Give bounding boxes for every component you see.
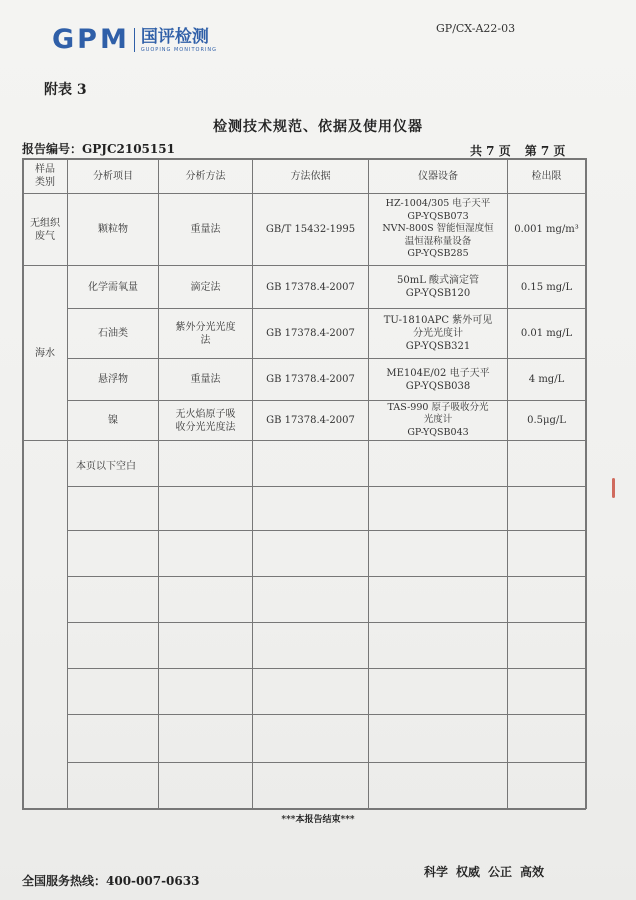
category-seawater: 海水 bbox=[35, 347, 55, 359]
table-row-limit: 0.15 mg/L bbox=[520, 281, 573, 293]
current-page: 第 7 页 bbox=[524, 144, 566, 158]
table-row-instrument: 50mL 酸式滴定管 GP-YQSB120 bbox=[396, 275, 480, 299]
table-row-method: 滴定法 bbox=[190, 281, 221, 293]
header-analysis-item: 分析项目 bbox=[93, 170, 133, 182]
header-instrument: 仪器设备 bbox=[418, 170, 458, 182]
table-row-method: 无火焰原子吸 收分光光度法 bbox=[175, 408, 236, 433]
header-analysis-method: 分析方法 bbox=[185, 170, 226, 182]
category-fugitive-gas: 无组织 废气 bbox=[30, 217, 60, 242]
appendix-label: 附表 3 bbox=[44, 82, 87, 98]
logo-gpm-text: GPM bbox=[52, 24, 130, 55]
red-ink-mark bbox=[612, 478, 615, 498]
total-pages: 共 7 页 bbox=[470, 144, 511, 158]
table-row-instrument: ME104E/02 电子天平 GP-YQSB038 bbox=[386, 367, 490, 392]
logo-sub-text: GUOPING MONITORING bbox=[140, 47, 218, 53]
table-row-instrument: TAS-990 原子吸收分光 光度计 GP-YQSB043 bbox=[387, 401, 489, 438]
slogan-word: 科学 bbox=[424, 865, 449, 879]
table-row-item: 悬浮物 bbox=[98, 374, 128, 385]
report-number: 报告编号：GPJC2105151 bbox=[22, 142, 175, 156]
table-row-item: 石油类 bbox=[98, 328, 128, 339]
slogan-word: 公正 bbox=[488, 865, 513, 879]
table-row-item: 颗粒物 bbox=[98, 224, 128, 235]
slogan-word: 高效 bbox=[520, 865, 545, 879]
table-row-basis: GB 17378.4-2007 bbox=[266, 328, 355, 339]
table-row-limit: 4 mg/L bbox=[528, 374, 565, 385]
table-row-limit: 0.01 mg/L bbox=[520, 328, 573, 339]
table-row-basis: GB 17378.4-2007 bbox=[266, 415, 355, 426]
table-row-basis: GB/T 15432-1995 bbox=[265, 224, 356, 235]
header-sample-category: 样品 类别 bbox=[35, 164, 55, 188]
header-method-basis: 方法依据 bbox=[290, 170, 331, 182]
service-hotline: 全国服务热线：400-007-0633 bbox=[22, 874, 200, 888]
logo-divider bbox=[134, 28, 135, 52]
table-row-method: 重量法 bbox=[190, 224, 221, 235]
company-logo bbox=[52, 20, 217, 54]
table-row-limit: 0.001 mg/m³ bbox=[514, 224, 579, 235]
page-counter bbox=[470, 142, 579, 159]
table-row-basis: GB 17378.4-2007 bbox=[266, 374, 355, 385]
slogan-word: 权威 bbox=[456, 865, 481, 879]
table-row-item: 化学需氧量 bbox=[88, 281, 138, 293]
header-detection-limit: 检出限 bbox=[531, 170, 562, 182]
table-row-basis: GB 17378.4-2007 bbox=[266, 281, 355, 293]
table-row-instrument: HZ-1004/305 电子天平 GP-YQSB073 NVN-800S 智能恒湿度恒 温恒湿称量设备 GP-YQSB285 bbox=[382, 198, 494, 260]
page-title: 检测技术规范、依据及使用仪器 bbox=[213, 119, 423, 135]
table-row-method: 紫外分光光度 法 bbox=[175, 321, 236, 346]
table-row-instrument: TU-1810APC 紫外可见 分光光度计 GP-YQSB321 bbox=[383, 315, 493, 352]
blank-below-note: 本页以下空白 bbox=[76, 461, 136, 472]
table-row-method: 重量法 bbox=[190, 374, 221, 385]
table-row-item: 镍 bbox=[108, 415, 118, 426]
report-end-note: ***本报告结束*** bbox=[281, 815, 355, 825]
document-code: GP/CX-A22-03 bbox=[436, 22, 516, 35]
logo-cn-text: 国评检测 bbox=[140, 27, 209, 47]
footer-slogan bbox=[424, 863, 552, 880]
table-row-limit: 0.5μg/L bbox=[527, 415, 566, 426]
